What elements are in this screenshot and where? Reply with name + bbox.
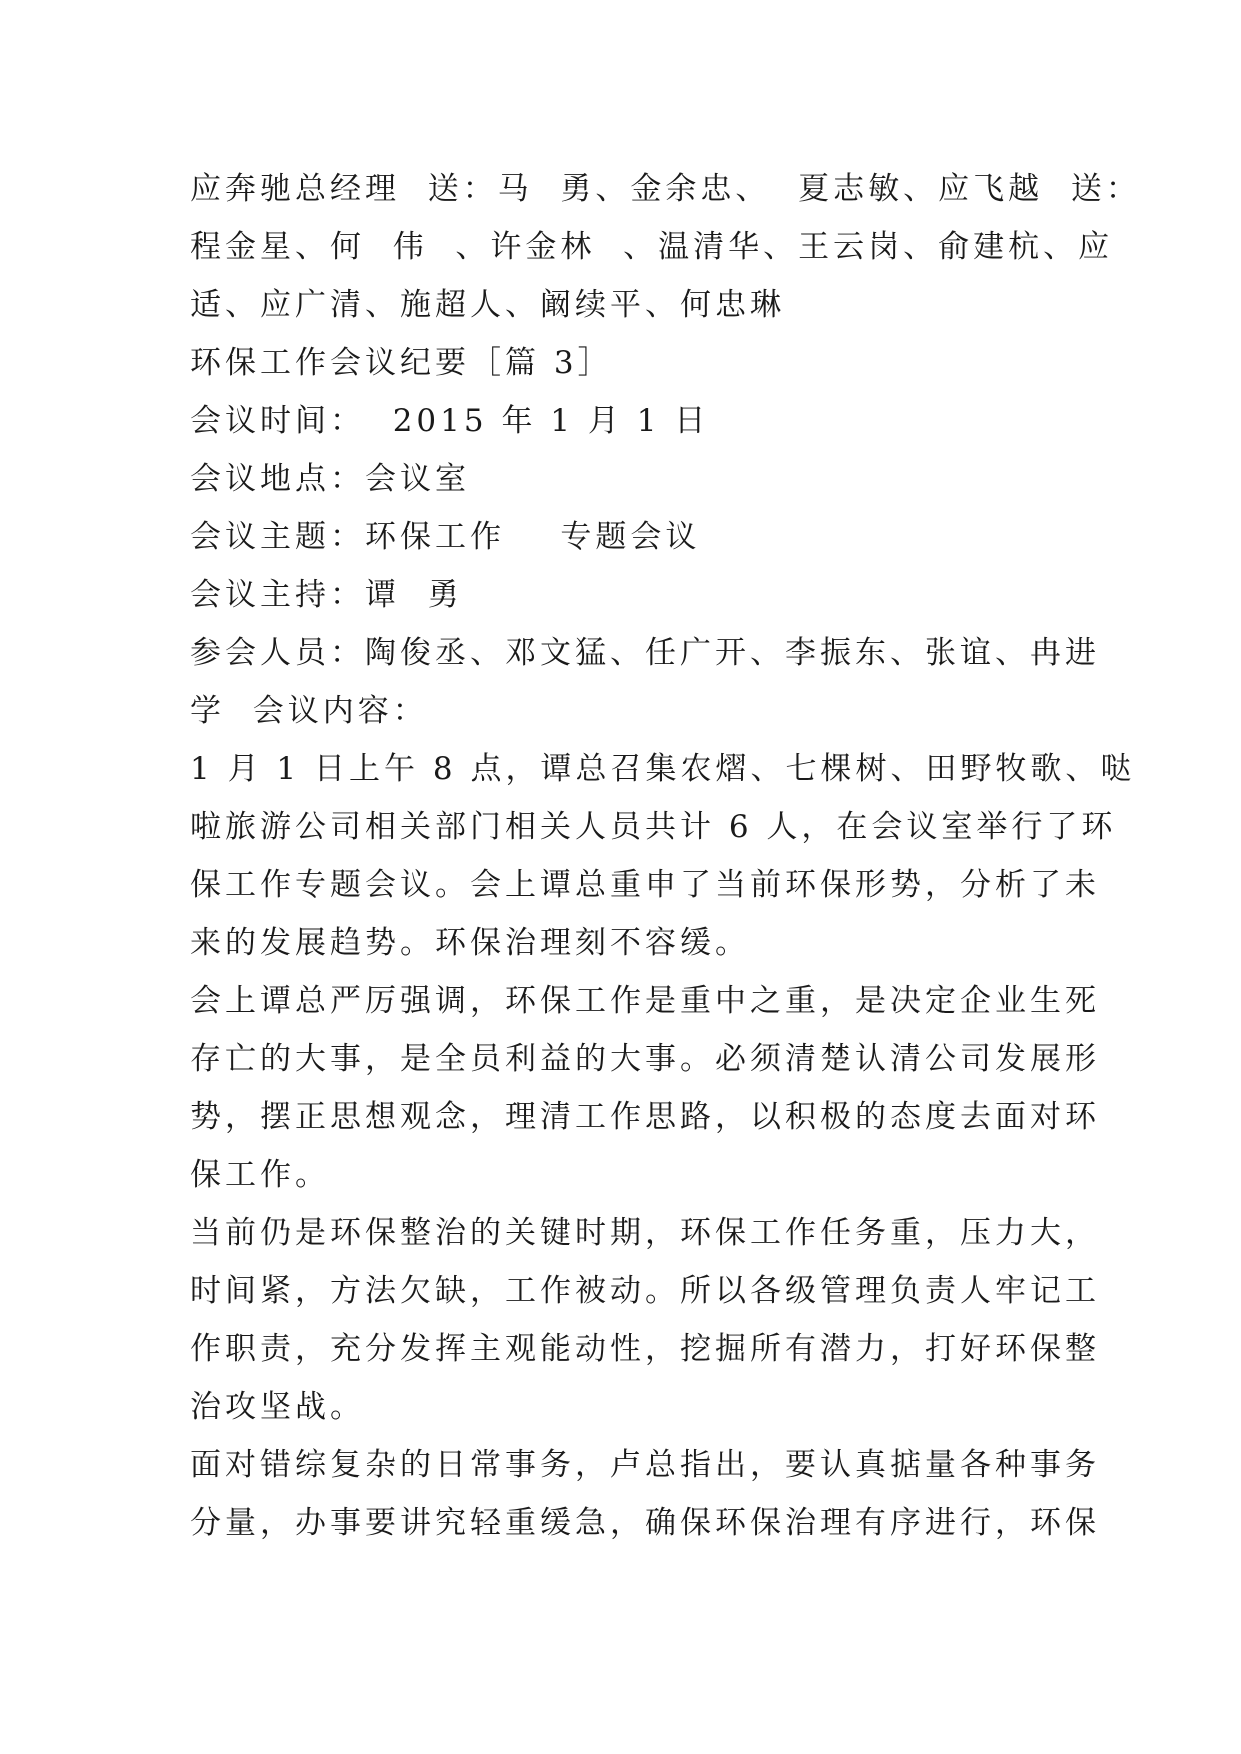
paragraph-line: 势，摆正思想观念，理清工作思路，以积极的态度去面对环 [190, 1099, 1100, 1135]
paragraph-line: 面对错综复杂的日常事务，卢总指出，要认真掂量各种事务 [190, 1447, 1100, 1483]
section-heading: 环保工作会议纪要［篇 3］ [190, 345, 613, 381]
paragraph-line: 来的发展趋势。环保治理刻不容缓。 [190, 925, 750, 961]
attendees-line: 学 会议内容： [190, 693, 428, 729]
paragraph-line: 时间紧，方法欠缺，工作被动。所以各级管理负责人牢记工 [190, 1273, 1100, 1309]
paragraph-line: 存亡的大事，是全员利益的大事。必须清楚认清公司发展形 [190, 1041, 1100, 1077]
text-line: 适、应广清、施超人、阚续平、何忠琳 [190, 287, 785, 323]
paragraph-line: 会上谭总严厉强调，环保工作是重中之重，是决定企业生死 [190, 983, 1100, 1019]
text-line: 应奔驰总经理 送：马 勇、金余忠、 夏志敏、应飞越 送： [190, 171, 1141, 207]
paragraph-line: 分量，办事要讲究轻重缓急，确保环保治理有序进行，环保 [190, 1505, 1100, 1541]
paragraph-line: 1 月 1 日上午 8 点，谭总召集农熠、七棵树、田野牧歌、哒 [190, 751, 1136, 787]
paragraph-line: 啦旅游公司相关部门相关人员共计 6 人，在会议室举行了环 [190, 809, 1117, 845]
meeting-host: 会议主持：谭 勇 [190, 577, 463, 613]
paragraph-line: 当前仍是环保整治的关键时期，环保工作任务重，压力大， [190, 1215, 1100, 1251]
meeting-location: 会议地点：会议室 [190, 461, 470, 497]
text-line: 程金星、何 伟 、许金林 、温清华、王云岗、俞建杭、应 [190, 229, 1114, 265]
paragraph-line: 保工作。 [190, 1157, 330, 1193]
meeting-time: 会议时间： 2015 年 1 月 1 日 [190, 403, 710, 439]
paragraph-line: 保工作专题会议。会上谭总重申了当前环保形势，分析了未 [190, 867, 1100, 903]
paragraph-line: 治攻坚战。 [190, 1389, 365, 1425]
paragraph-line: 作职责，充分发挥主观能动性，挖掘所有潜力，打好环保整 [190, 1331, 1100, 1367]
meeting-topic: 会议主题：环保工作 专题会议 [190, 519, 701, 555]
attendees-line: 参会人员：陶俊丞、邓文猛、任广开、李振东、张谊、冉进 [190, 635, 1100, 671]
document-page [190, 160, 1141, 1552]
